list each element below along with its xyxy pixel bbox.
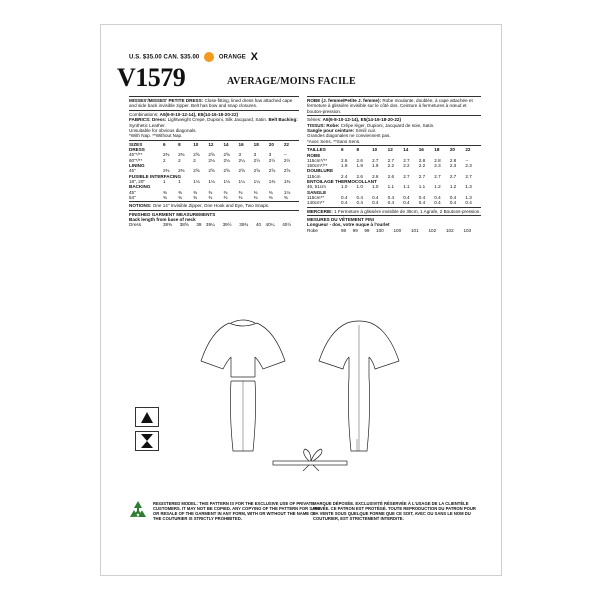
fabrics-dress-text: Lightweight Crepe, Dupioni, Silk Jacquard, Satin. bbox=[167, 117, 268, 123]
french-title: ROBE (J. femme/Petite J. femme): bbox=[307, 98, 382, 103]
english-yardage-table bbox=[129, 142, 299, 200]
value-cell: 1.9 bbox=[341, 163, 348, 169]
value-cell: 0.4 bbox=[418, 200, 426, 206]
price-line bbox=[129, 51, 258, 63]
value-cell: 1⅜ bbox=[268, 178, 276, 184]
value-cell: 2½ bbox=[253, 157, 261, 163]
row-label: 54" bbox=[129, 194, 136, 200]
value-cell: ⅜ bbox=[253, 189, 258, 195]
value-cell: 2.8 bbox=[449, 157, 457, 163]
value-cell: 1 bbox=[178, 178, 181, 184]
value-cell: -- bbox=[283, 152, 287, 158]
size-cell: 22 bbox=[283, 141, 289, 147]
size-cell: 16 bbox=[418, 147, 424, 153]
combinations-label: Combinations: bbox=[129, 111, 159, 117]
sangle-text: Simili cuir. bbox=[355, 128, 377, 134]
recycle-icon bbox=[127, 499, 149, 521]
value-cell: 1.0 bbox=[341, 184, 348, 190]
value-cell: 38⅝ bbox=[179, 222, 189, 228]
value-cell: ⅜ bbox=[163, 189, 167, 195]
value-cell: 1.2 bbox=[434, 184, 441, 190]
value-cell: 1.0 bbox=[372, 184, 379, 190]
value-cell: 1⅜ bbox=[283, 178, 291, 184]
value-cell: 1⅛ bbox=[193, 178, 200, 184]
section-title: BACKING bbox=[129, 184, 151, 190]
value-cell: 2.7 bbox=[403, 173, 410, 179]
price-color-label: ORANGE bbox=[218, 54, 246, 61]
value-cell: 1¼ bbox=[238, 178, 245, 184]
size-cell: 12 bbox=[387, 147, 393, 153]
divider bbox=[129, 110, 299, 111]
value-cell: 2⅛ bbox=[223, 157, 230, 163]
value-cell: 1.9 bbox=[372, 163, 379, 169]
value-cell: ⅜ bbox=[268, 194, 273, 200]
value-cell: 2½ bbox=[268, 157, 276, 163]
french-description-text: Robe moulante, doublée, à cape attachée et fermeture à glissière invisible sur le côté dos. Ceinture à fermetures à nœud et bouton-pression. bbox=[307, 98, 473, 114]
nap-note: *With Nap. **Without Nap. bbox=[129, 133, 183, 139]
row-label: 18", 20" bbox=[129, 178, 146, 184]
row-label: 45" bbox=[129, 189, 136, 195]
size-cell: 10 bbox=[193, 141, 199, 147]
size-cell: 14 bbox=[403, 147, 409, 153]
divider bbox=[307, 207, 481, 208]
size-cell: 14 bbox=[223, 141, 229, 147]
fabrics-dress-label: Dress: bbox=[151, 117, 167, 123]
orange-dot-icon bbox=[204, 52, 214, 62]
french-back-length-label: Longueur - dos, votre nuque à l'ourlet bbox=[307, 222, 390, 228]
value-cell: ⅜ bbox=[283, 194, 288, 200]
row-label: 46, 51cm bbox=[307, 184, 326, 190]
value-cell: ⅜ bbox=[208, 194, 213, 200]
symbol-column bbox=[135, 407, 161, 455]
value-cell: 0.4 bbox=[434, 194, 441, 200]
difficulty-label: AVERAGE/MOINS FACILE bbox=[227, 76, 356, 87]
value-cell: 2.6 bbox=[341, 157, 348, 163]
value-cell: 102 bbox=[428, 227, 437, 233]
footer-english: REGISTERED MODEL: THIS PATTERN IS FOR THE EXCLUSIVE USE OF PRIVATE CUSTOMERS. IT MAY NOT BE COPIED. ANY COPYING OF THE PATTERN FOR SALE OR RESALE OF THE GARMENT IN ANY FORM, WITH OR WITHOUT THE NAME OF THE COUTURIER IS STRICTLY PROHIBITED. bbox=[153, 501, 321, 521]
sangle-label: Sangle pour ceinture: bbox=[307, 128, 355, 134]
value-cell: 2⅝ bbox=[193, 152, 200, 158]
value-cell: 39¾ bbox=[239, 222, 249, 228]
value-cell: ⅜ bbox=[253, 194, 258, 200]
value-cell: 0.4 bbox=[387, 200, 395, 206]
row-label: 115cm** bbox=[307, 194, 325, 200]
section-title: LINING bbox=[129, 163, 145, 169]
value-cell: ⅜ bbox=[238, 189, 243, 195]
value-cell: ⅜ bbox=[268, 189, 273, 195]
belt-drawing bbox=[273, 449, 347, 471]
divider bbox=[307, 115, 481, 116]
divider bbox=[307, 215, 481, 216]
row-label: 45" bbox=[129, 168, 136, 174]
row-label: Robe bbox=[307, 227, 318, 233]
divider bbox=[129, 140, 299, 141]
value-cell: 0.4 bbox=[434, 200, 441, 206]
value-cell: 2.8 bbox=[418, 157, 426, 163]
value-cell: 2⅜ bbox=[163, 168, 170, 174]
value-cell: ⅜ bbox=[193, 189, 198, 195]
section-title: DRESS bbox=[129, 147, 145, 153]
row-label: 140cm** bbox=[307, 200, 325, 206]
value-cell: 99 bbox=[352, 227, 358, 233]
value-cell: 40½ bbox=[282, 222, 292, 228]
value-cell: 40¼ bbox=[265, 222, 275, 228]
hourglass-icon bbox=[135, 431, 159, 451]
divider bbox=[129, 201, 299, 202]
row-label: 115cm*/** bbox=[307, 157, 328, 163]
value-cell: ⅜ bbox=[193, 194, 198, 200]
value-cell: 2 bbox=[193, 157, 196, 163]
value-cell: 2⅜ bbox=[163, 152, 170, 158]
value-cell: 0.4 bbox=[372, 194, 379, 200]
value-cell: 1.1 bbox=[387, 184, 395, 190]
divider bbox=[129, 96, 299, 97]
section-title: FUSIBLE INTERFACING bbox=[129, 173, 182, 179]
value-cell: 39¼ bbox=[205, 222, 215, 228]
value-cell: 0.4 bbox=[372, 200, 379, 206]
size-cell: 10 bbox=[372, 147, 378, 153]
value-cell: 1.3 bbox=[465, 194, 472, 200]
table-row bbox=[129, 195, 299, 200]
finished-title: FINISHED GARMENT MEASUREMENTS bbox=[129, 211, 216, 217]
value-cell: 2.7 bbox=[418, 173, 426, 179]
french-mercerie bbox=[307, 209, 481, 214]
row-label: Dress bbox=[129, 222, 141, 228]
value-cell: 2.2 bbox=[387, 163, 395, 169]
value-cell: 2.7 bbox=[465, 173, 472, 179]
value-cell: 2⅝ bbox=[208, 168, 215, 174]
value-cell: 99 bbox=[364, 227, 370, 233]
value-cell: 2⅛ bbox=[208, 157, 215, 163]
value-cell: 101 bbox=[410, 227, 419, 233]
row-label: 150cm*/** bbox=[307, 163, 328, 169]
size-cell: 12 bbox=[208, 141, 214, 147]
pattern-number: V1579 bbox=[117, 63, 186, 92]
french-column bbox=[307, 95, 481, 233]
value-cell: 102 bbox=[445, 227, 454, 233]
value-cell: 2⅝ bbox=[238, 168, 245, 174]
value-cell: 0.4 bbox=[341, 200, 348, 206]
table-row bbox=[307, 200, 481, 205]
size-cell: 20 bbox=[268, 141, 274, 147]
value-cell: 2⅜ bbox=[178, 168, 185, 174]
row-label: 45"*/** bbox=[129, 152, 143, 158]
value-cell: 2.4 bbox=[341, 173, 348, 179]
value-cell: 98 bbox=[341, 227, 347, 233]
value-cell: 3 bbox=[238, 152, 242, 158]
value-cell: -- bbox=[465, 157, 469, 163]
size-cell: 20 bbox=[449, 147, 455, 153]
table-row bbox=[307, 228, 481, 233]
value-cell: 0.4 bbox=[449, 200, 457, 206]
notions-label: NOTIONS: bbox=[129, 203, 152, 209]
sizes-label: TAILLES bbox=[307, 147, 326, 153]
belt-backing-text: Synthetic Leather. bbox=[129, 122, 166, 128]
notions-text: One 14" Invisible Zipper, One Hook and Eye, Two Snaps. bbox=[152, 203, 270, 209]
value-cell: 103 bbox=[463, 227, 472, 233]
value-cell: 2⅝ bbox=[193, 168, 200, 174]
value-cell: 0.4 bbox=[465, 200, 472, 206]
row-label: 60"*/** bbox=[129, 157, 143, 163]
value-cell: 2⅝ bbox=[268, 168, 276, 174]
value-cell: 2.2 bbox=[403, 163, 410, 169]
combinations-value: A5(6-8-10-12-14), E5(14-16-18-20-22) bbox=[159, 111, 239, 117]
value-cell: 0.4 bbox=[403, 194, 410, 200]
size-cell: 16 bbox=[238, 141, 244, 147]
size-cell: 8 bbox=[178, 141, 181, 147]
english-title: MISSES'/MISSES' PETITE DRESS: bbox=[129, 98, 204, 103]
unsuitable-note: Unsuitable for obvious diagonals. bbox=[129, 128, 197, 134]
value-cell: 0.4 bbox=[341, 194, 348, 200]
price-mark: X bbox=[250, 51, 259, 63]
belt-backing-label: Belt Backing: bbox=[268, 117, 298, 123]
footer-french: MARQUE DÉPOSÉE. EXCLUSIVITÉ RÉSERVÉE À L'USAGE DE LA CLIENTÈLE PRIVÉE. CE PATRON EST PROTÉGÉ. TOUTE REPRODUCTION DU PATRON POUR LA VENTE SOUS QUELQUE FORME QUE CE SOIT, AVEC OU SANS LE NOM DU COUTURIER, EST STRICTEMENT INTERDITE. bbox=[313, 501, 476, 521]
value-cell: 100 bbox=[393, 227, 402, 233]
french-finished-title: MESURES DU VÊTEMENT FINI bbox=[307, 216, 374, 222]
value-cell: 2.7 bbox=[403, 157, 410, 163]
divider bbox=[307, 145, 481, 146]
french-yardage-table bbox=[307, 147, 481, 205]
value-cell: 0.4 bbox=[418, 194, 426, 200]
value-cell: 2.7 bbox=[449, 173, 457, 179]
size-cell: 6 bbox=[163, 141, 166, 147]
value-cell: 0.4 bbox=[449, 194, 457, 200]
english-finished-table bbox=[129, 222, 299, 227]
section-title: SANGLE bbox=[307, 189, 327, 195]
value-cell: ⅜ bbox=[223, 189, 228, 195]
price-text: U.S. $35.00 CAN. $35.00 bbox=[129, 54, 200, 61]
sizes-label: SIZES bbox=[129, 141, 143, 147]
series-value: A5(6-8-10-12-14), E5(14-16-18-20-22) bbox=[322, 117, 401, 123]
value-cell: 2.3 bbox=[465, 163, 472, 169]
value-cell: 2.2 bbox=[418, 163, 426, 169]
diagonals-note: Grandes diagonales ne conviennent pas. bbox=[307, 133, 391, 139]
table-row bbox=[129, 222, 299, 227]
value-cell: 1.1 bbox=[403, 184, 410, 190]
value-cell: 2⅜ bbox=[178, 152, 185, 158]
value-cell: 2⅝ bbox=[223, 168, 230, 174]
size-cell: 22 bbox=[465, 147, 471, 153]
value-cell: 2.7 bbox=[434, 173, 441, 179]
value-cell: 39½ bbox=[222, 222, 232, 228]
value-cell: 2 bbox=[163, 157, 166, 163]
value-cell: 39 bbox=[196, 222, 202, 228]
value-cell: 2.6 bbox=[372, 173, 379, 179]
value-cell: 1⅛ bbox=[223, 178, 230, 184]
value-cell: 1.1 bbox=[418, 184, 426, 190]
english-notions bbox=[129, 203, 299, 208]
french-finished-table bbox=[307, 228, 481, 233]
value-cell: 3 bbox=[253, 152, 257, 158]
value-cell: 1⅛ bbox=[208, 178, 215, 184]
value-cell: 1 bbox=[163, 178, 166, 184]
value-cell: 3 bbox=[268, 152, 272, 158]
value-cell: 0.4 bbox=[403, 200, 410, 206]
value-cell: 2.6 bbox=[387, 173, 395, 179]
value-cell: 2⅝ bbox=[283, 168, 291, 174]
tissus-robe-text: Crêpe léger, Dupioni, Jacquard de soie, Satin. bbox=[340, 122, 435, 128]
back-view-drawing bbox=[319, 321, 399, 451]
value-cell: 1.2 bbox=[449, 184, 457, 190]
fabrics-label: FABRICS: bbox=[129, 117, 151, 123]
value-cell: ⅜ bbox=[178, 189, 182, 195]
value-cell: ⅜ bbox=[208, 189, 213, 195]
pattern-envelope-back bbox=[100, 24, 502, 576]
mercerie-text: 1 Fermeture à glissière invisible de 35cm, 1 Agrafe, 2 Boutons-pression. bbox=[334, 208, 481, 214]
back-length-label: Back length from base of neck bbox=[129, 216, 196, 222]
value-cell: 2.7 bbox=[372, 157, 379, 163]
value-cell: 2⅝ bbox=[208, 152, 215, 158]
section-title: ENTOILAGE THERMOCOLLANT bbox=[307, 179, 377, 185]
value-cell: 2.3 bbox=[434, 163, 441, 169]
triangle-up-icon bbox=[135, 407, 159, 427]
english-column bbox=[129, 95, 299, 228]
french-description bbox=[307, 98, 481, 114]
value-cell: 40 bbox=[255, 222, 262, 228]
value-cell: 2 bbox=[178, 157, 181, 163]
value-cell: 2¼ bbox=[238, 157, 245, 163]
value-cell: 2⅝ bbox=[223, 152, 230, 158]
value-cell: 38⅜ bbox=[163, 222, 172, 228]
value-cell: 0.4 bbox=[356, 194, 363, 200]
value-cell: 2.6 bbox=[356, 157, 363, 163]
divider bbox=[307, 96, 481, 97]
value-cell: 0.4 bbox=[387, 194, 395, 200]
english-fabrics bbox=[129, 117, 299, 128]
english-description-text: Close-fitting, lined dress has attached cape and side back invisible zipper. Belt has bow and snap closures. bbox=[129, 98, 293, 109]
value-cell: 1¼ bbox=[253, 178, 261, 184]
value-cell: 2.3 bbox=[449, 163, 457, 169]
value-cell: 2.7 bbox=[387, 157, 395, 163]
series-label: Séries: bbox=[307, 117, 322, 123]
tissus-label: TISSUS: bbox=[307, 122, 326, 128]
value-cell: 100 bbox=[376, 227, 384, 233]
value-cell: ⅜ bbox=[163, 194, 167, 200]
value-cell: ⅜ bbox=[223, 194, 228, 200]
divider bbox=[129, 210, 299, 211]
section-title: DOUBLURE bbox=[307, 168, 334, 174]
value-cell: ⅜ bbox=[238, 194, 243, 200]
garment-illustration bbox=[193, 311, 427, 471]
value-cell: 0.4 bbox=[356, 200, 363, 206]
value-cell: ⅜ bbox=[178, 194, 182, 200]
value-cell: 2½ bbox=[283, 157, 291, 163]
french-nap-note: *Avec Sens. **Sans Sens. bbox=[307, 138, 361, 144]
mercerie-label: MERCERIE: bbox=[307, 208, 333, 214]
value-cell: 1⅛ bbox=[283, 189, 291, 195]
size-cell: 18 bbox=[253, 141, 259, 147]
value-cell: 1.3 bbox=[465, 184, 472, 190]
size-cell: 6 bbox=[341, 147, 344, 153]
size-cell: 18 bbox=[434, 147, 440, 153]
value-cell: 1.0 bbox=[356, 184, 363, 190]
value-cell: 2.8 bbox=[434, 157, 441, 163]
tissus-robe-label: Robe: bbox=[326, 122, 340, 128]
row-label: 115cm bbox=[307, 173, 321, 179]
value-cell: 2⅝ bbox=[253, 168, 261, 174]
size-cell: 8 bbox=[356, 147, 360, 153]
front-view-drawing bbox=[201, 320, 285, 451]
value-cell: 2.6 bbox=[356, 173, 363, 179]
value-cell: 1.9 bbox=[356, 163, 363, 169]
section-title: ROBE bbox=[307, 152, 321, 158]
english-description bbox=[129, 98, 299, 109]
